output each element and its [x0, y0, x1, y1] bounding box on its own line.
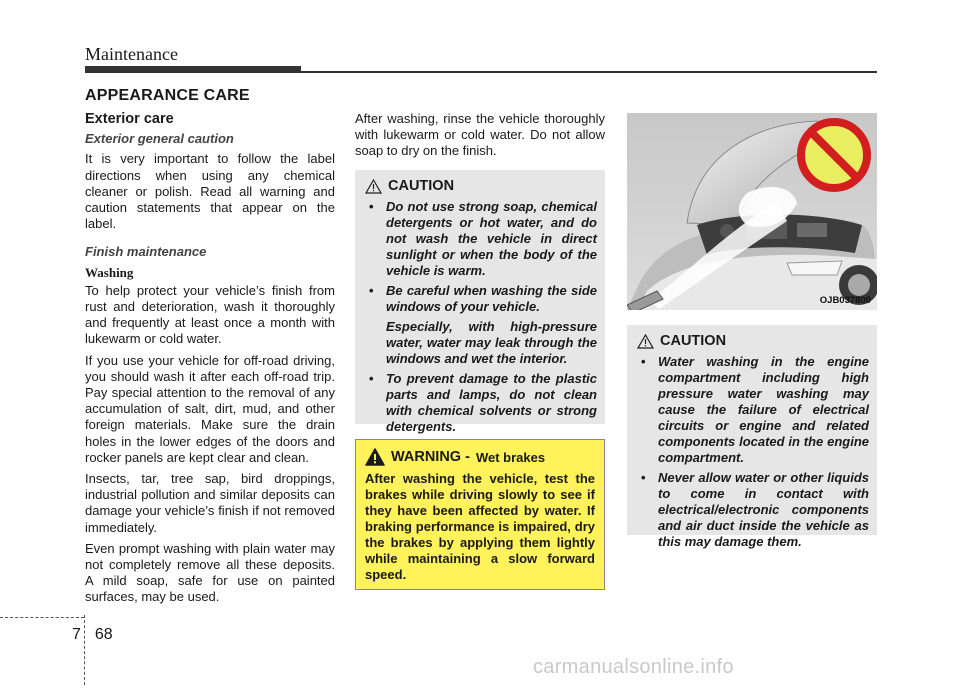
caution-item: • To prevent damage to the plastic parts and lamps, do not clean with chemical solvents or strong detergents. — [369, 371, 597, 434]
caution-item: • Never allow water or other liquids to come in contact with electrical/electronic components and air duct inside the vehicle as this may damage them. — [641, 470, 869, 549]
rinse-paragraph: After washing, rinse the vehicle thoroughly with lukewarm or cold water. Do not allow soap to dry on the finish. — [355, 111, 605, 159]
exterior-care-heading: Exterior care — [85, 111, 174, 127]
footer-rule — [0, 617, 84, 618]
caution-item-text: Water washing in the engine compartment including high pressure water washing may cause the failure of electrical circuits or engine and related components located in the engine compartment. — [658, 354, 869, 465]
mild-soap-paragraph: Even prompt washing with plain water may not completely remove all these deposits. A mild soap, safe for use on painted surfaces, may be used. — [85, 540, 335, 605]
finish-maintenance-subheading: Finish maintenance — [85, 244, 207, 260]
warning-title: WARNING - — [391, 449, 470, 465]
caution-item-text: Be careful when washing the side windows of your vehicle. — [386, 283, 597, 314]
chapter-number: 7 — [72, 626, 81, 643]
warning-box-wet-brakes — [355, 439, 605, 590]
watermark-link[interactable]: carmanualsonline.info — [533, 656, 734, 678]
caution-title-row — [637, 333, 869, 349]
page-number-value: 68 — [94, 626, 113, 643]
caution-triangle-icon — [365, 179, 382, 194]
caution-item-text: To prevent damage to the plastic parts and lamps, do not clean with chemical solvents or strong detergents. — [386, 371, 597, 434]
warning-subtitle: Wet brakes — [475, 449, 546, 465]
caution-item: • Water washing in the engine compartment including high pressure water washing may cause the failure of electrical circuits or engine and related components located in the engine compartment. — [641, 354, 869, 465]
off-road-paragraph: If you use your vehicle for off-road driving, you should wash it after each off-road trip. Pay special attention to the removal of any accumulation of salt, dirt, mud, and other foreign materials. Make sure the drain holes in the lower edges of the doors and rocker panels are kept clear and clean. — [85, 352, 335, 465]
wash-frequency-paragraph: To help protect your vehicle’s finish from rust and deterioration, wash it thoroughly and frequently at least once a month with lukewarm or cold water. — [85, 282, 335, 347]
label-directions-paragraph: It is very important to follow the label directions when using any chemical cleaner or polish. Read all warning and caution statements that appear on the label. — [85, 151, 335, 232]
caution-item-text: Do not use strong soap, chemical detergents or hot water, and do not wash the vehicle in direct sunlight or when the body of the vehicle is warm. — [386, 199, 597, 278]
page-number — [72, 626, 113, 644]
caution-triangle-icon — [637, 334, 654, 349]
caution-list — [365, 199, 597, 435]
figure-code-label: OJB037800 — [819, 295, 871, 306]
washing-subheading: Washing — [85, 264, 134, 280]
header-rule-thick — [85, 66, 301, 73]
warning-body: After washing the vehicle, test the brakes while driving slowly to see if they have been affected by water. If braking performance is impaired, dry the brakes by applying them lightly while maintaining a slow forward speed. — [365, 471, 595, 582]
caution-box-engine — [627, 325, 877, 549]
caution-list — [637, 354, 869, 550]
caution-item-text: Never allow water or other liquids to come in contact with electrical/electronic components and air duct inside the vehicle as this may damage them. — [658, 470, 869, 549]
caution-title: CAUTION — [660, 333, 727, 349]
deposits-paragraph: Insects, tar, tree sap, bird droppings, industrial pollution and similar deposits can damage your vehicle’s finish if not removed immediately. — [85, 471, 335, 535]
warning-title-row — [365, 448, 595, 466]
caution-title: CAUTION — [388, 178, 455, 194]
engine-wash-prohibited-figure — [627, 113, 877, 310]
caution-title-row — [365, 178, 597, 194]
middle-column — [355, 111, 605, 165]
warning-triangle-icon — [365, 448, 385, 466]
engine-wash-illustration — [627, 113, 877, 310]
caution-box-washing — [355, 170, 605, 434]
header-rule-thin — [301, 71, 877, 73]
page-header-title: Maintenance — [85, 44, 178, 64]
left-column — [85, 111, 335, 611]
section-title: APPEARANCE CARE — [85, 87, 250, 104]
caution-item: • Do not use strong soap, chemical detergents or hot water, and do not wash the vehicle in direct sunlight or when the body of the vehicle is warm. — [369, 199, 597, 278]
general-caution-subheading: Exterior general caution — [85, 131, 234, 147]
caution-item: • Be careful when washing the side windows of your vehicle. Especially, with high-pressure water, water may leak through the windows and wet the interior. — [369, 283, 597, 366]
caution-item-extra: Especially, with high-pressure water, water may leak through the windows and wet the interior. — [386, 319, 597, 366]
